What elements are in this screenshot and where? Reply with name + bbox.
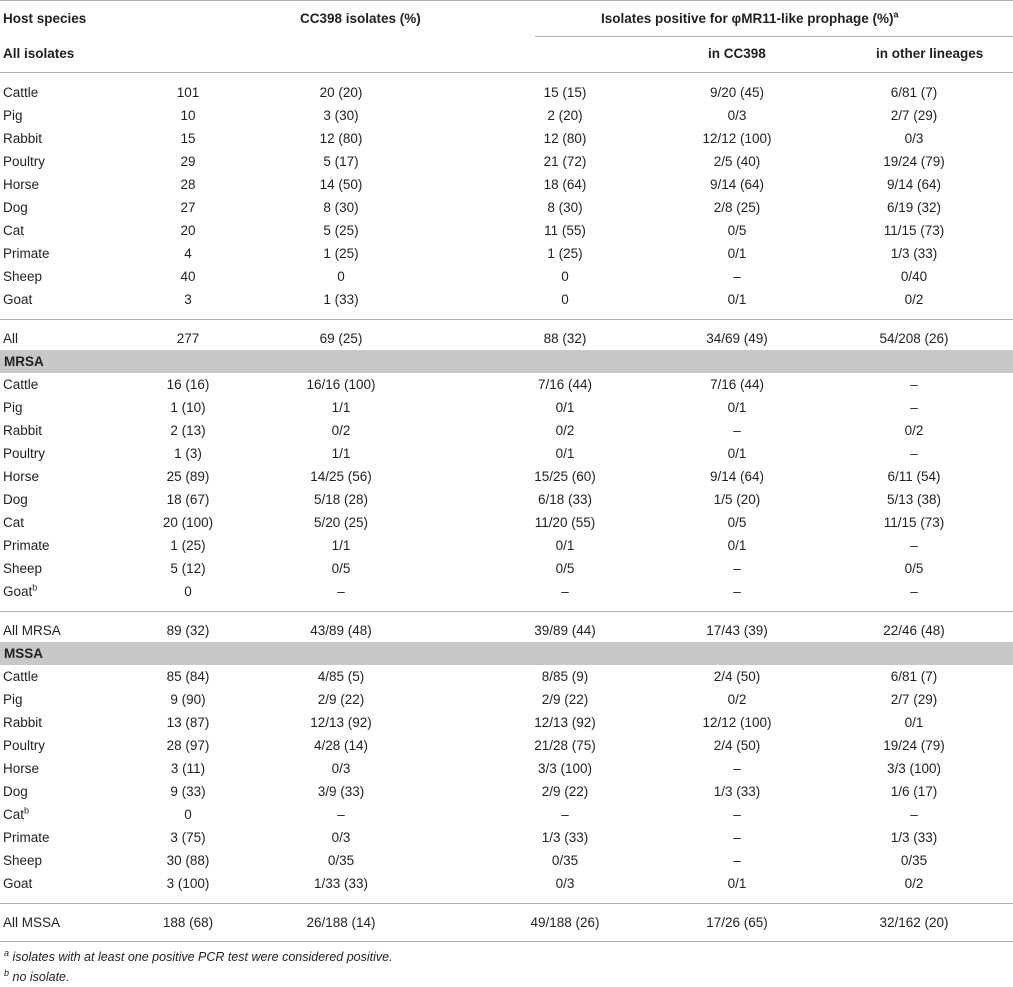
cell-in-cc398: 12/12 (100) [702, 715, 772, 730]
table-row [0, 534, 1013, 557]
cell-n: 16 (16) [166, 377, 210, 392]
cell-n: 0 [184, 807, 192, 822]
cell-in-cc398: – [733, 853, 741, 868]
cell-pos: 1 (25) [547, 246, 583, 261]
cell-pos: 12 (80) [543, 131, 587, 146]
total-rule [0, 611, 1013, 612]
cell-other: 0/3 [904, 131, 924, 146]
cell-cc398: 4/85 (5) [317, 669, 365, 684]
table-row [0, 688, 1013, 711]
cell-pos: 21/28 (75) [534, 738, 596, 753]
total-cell-n: 89 (32) [166, 623, 210, 638]
cell-cc398: 1 (33) [323, 292, 359, 307]
total-cell-pos: 88 (32) [543, 331, 587, 346]
total-cell-cc398: 43/89 (48) [310, 623, 372, 638]
table-row [0, 711, 1013, 734]
total-cell-in-cc398: 17/43 (39) [706, 623, 768, 638]
cell-pos: 0/3 [555, 876, 575, 891]
footnote-a-text: isolates with at least one positive PCR test were considered positive. [12, 950, 393, 964]
cell-other: 11/15 (73) [883, 223, 945, 238]
cell-in-cc398: 9/20 (45) [709, 85, 765, 100]
cell-n: 15 [180, 131, 196, 146]
cell-cc398: 0/5 [331, 561, 351, 576]
cell-species [3, 219, 24, 242]
cell-in-cc398: 0/1 [727, 292, 747, 307]
bottom-rule [0, 941, 1013, 942]
species-name: Horse [3, 761, 40, 776]
header-cc398-isolates: CC398 isolates (%) [300, 11, 421, 26]
section-label: MRSA [4, 354, 44, 369]
cell-in-cc398: 0/2 [727, 692, 747, 707]
cell-pos: 18 (64) [543, 177, 587, 192]
cell-cc398: 1/33 (33) [313, 876, 369, 891]
cell-species [3, 196, 28, 219]
cell-in-cc398: 9/14 (64) [709, 469, 765, 484]
table-row [0, 288, 1013, 311]
cell-pos: 12/13 (92) [534, 715, 596, 730]
table-row [0, 173, 1013, 196]
cell-cc398: 5/20 (25) [313, 515, 369, 530]
cell-pos: – [561, 807, 569, 822]
cell-n: 1 (3) [174, 446, 202, 461]
cell-other: 6/81 (7) [890, 669, 938, 684]
header-positive-prophage [601, 11, 899, 26]
cell-n: 30 (88) [166, 853, 210, 868]
species-footnote-mark: b [24, 805, 30, 816]
table-row [0, 580, 1013, 603]
section-header-mssa [0, 642, 1013, 665]
cell-other: 0/2 [904, 292, 924, 307]
table-row [0, 557, 1013, 580]
cell-pos: 0/5 [555, 561, 575, 576]
table-row [0, 665, 1013, 688]
cell-species [3, 872, 32, 895]
cell-other: 2/7 (29) [890, 692, 938, 707]
cell-other: 0/35 [900, 853, 928, 868]
total-cell-cc398: 69 (25) [319, 331, 363, 346]
cell-in-cc398: – [733, 761, 741, 776]
cell-other: – [910, 446, 918, 461]
table-row [0, 419, 1013, 442]
total-cell-other: 22/46 (48) [883, 623, 945, 638]
cell-species [3, 465, 39, 488]
cell-cc398: 1/1 [331, 538, 351, 553]
cell-in-cc398: – [733, 807, 741, 822]
total-row [0, 327, 1013, 350]
header-positive-text: Isolates positive for φMR11-like prophage (%) [601, 11, 894, 26]
total-cell-pos: 49/188 (26) [530, 915, 600, 930]
cell-cc398: 3 (30) [323, 108, 359, 123]
cell-in-cc398: – [733, 269, 741, 284]
header-in-other-lineages: in other lineages [876, 46, 984, 61]
header-group-rule [535, 36, 1013, 37]
cell-other: 6/19 (32) [886, 200, 942, 215]
top-rule [0, 0, 1013, 1]
cell-species [3, 419, 42, 442]
cell-species [3, 688, 23, 711]
cell-in-cc398: 0/1 [727, 246, 747, 261]
cell-species [3, 803, 29, 826]
species-name: Dog [3, 784, 28, 799]
cell-n: 5 (12) [170, 561, 206, 576]
cell-pos: – [561, 584, 569, 599]
cell-other: 0/2 [904, 876, 924, 891]
species-name: Cattle [3, 85, 39, 100]
table-row [0, 465, 1013, 488]
species-name: Pig [3, 692, 23, 707]
cell-cc398: 1/1 [331, 446, 351, 461]
table-row [0, 104, 1013, 127]
cell-other: – [910, 538, 918, 553]
total-cell-species: All MSSA [3, 915, 61, 930]
cell-pos: 8/85 (9) [541, 669, 589, 684]
cell-n: 10 [180, 108, 196, 123]
cell-pos: 15/25 (60) [534, 469, 596, 484]
cell-n: 40 [180, 269, 196, 284]
species-name: Poultry [3, 154, 46, 169]
species-name: Poultry [3, 446, 46, 461]
total-rule [0, 903, 1013, 904]
cell-in-cc398: 0/5 [727, 223, 747, 238]
cell-species [3, 488, 28, 511]
cell-cc398: 5 (25) [323, 223, 359, 238]
cell-other: 1/3 (33) [890, 246, 938, 261]
total-row [0, 911, 1013, 934]
cell-species [3, 150, 45, 173]
cell-other: 3/3 (100) [886, 761, 942, 776]
cell-species [3, 511, 24, 534]
total-cell-n: 277 [176, 331, 200, 346]
cell-in-cc398: 0/1 [727, 400, 747, 415]
species-name: Cat [3, 223, 25, 238]
cell-n: 25 (89) [166, 469, 210, 484]
cell-in-cc398: – [733, 561, 741, 576]
species-name: Primate [3, 538, 50, 553]
cell-n: 85 (84) [166, 669, 210, 684]
cell-in-cc398: 0/3 [727, 108, 747, 123]
footnote-b [4, 967, 70, 984]
cell-species [3, 442, 45, 465]
cell-cc398: 8 (30) [323, 200, 359, 215]
species-name: Goat [3, 292, 33, 307]
cell-other: 11/15 (73) [883, 515, 945, 530]
species-name: Poultry [3, 738, 46, 753]
total-cell-species: All [3, 331, 19, 346]
cell-pos: 15 (15) [543, 85, 587, 100]
cell-species [3, 242, 50, 265]
cell-pos: 0/35 [551, 853, 579, 868]
table-row [0, 872, 1013, 895]
cell-other: 19/24 (79) [883, 738, 945, 753]
cell-in-cc398: – [733, 830, 741, 845]
species-name: Horse [3, 469, 40, 484]
cell-other: 0/5 [904, 561, 924, 576]
species-footnote-mark: b [32, 582, 38, 593]
cell-other: 6/81 (7) [890, 85, 938, 100]
total-cell-cc398: 26/188 (14) [306, 915, 376, 930]
cell-in-cc398: 2/4 (50) [713, 669, 761, 684]
cell-species [3, 81, 38, 104]
table-row [0, 757, 1013, 780]
total-cell-other: 32/162 (20) [879, 915, 949, 930]
species-name: Goat [3, 876, 33, 891]
cell-species [3, 826, 50, 849]
species-name: Sheep [3, 269, 43, 284]
cell-pos: 0/1 [555, 538, 575, 553]
cell-pos: 2/9 (22) [541, 784, 589, 799]
species-name: Primate [3, 830, 50, 845]
cell-n: 20 (100) [162, 515, 214, 530]
species-name: Sheep [3, 561, 43, 576]
cell-cc398: 0/35 [327, 853, 355, 868]
cell-pos: 7/16 (44) [537, 377, 593, 392]
cell-other: 0/40 [900, 269, 928, 284]
table-row [0, 442, 1013, 465]
cell-species [3, 665, 38, 688]
cell-pos: 11 (55) [544, 223, 586, 238]
cell-species [3, 288, 32, 311]
header-all-isolates: All isolates [3, 46, 75, 61]
cell-species [3, 373, 38, 396]
header-bottom-rule [0, 72, 1013, 73]
cell-in-cc398: 12/12 (100) [702, 131, 772, 146]
cell-n: 9 (90) [170, 692, 206, 707]
cell-pos: 11/20 (55) [534, 515, 596, 530]
cell-in-cc398: 9/14 (64) [709, 177, 765, 192]
cell-species [3, 173, 39, 196]
cell-pos: 3/3 (100) [537, 761, 593, 776]
cell-n: 3 (75) [170, 830, 206, 845]
cell-n: 27 [180, 200, 196, 215]
cell-cc398: 0/2 [331, 423, 351, 438]
cell-cc398: 20 (20) [319, 85, 363, 100]
species-name: Pig [3, 400, 23, 415]
table-row [0, 242, 1013, 265]
cell-in-cc398: – [733, 423, 741, 438]
cell-cc398: 1/1 [331, 400, 351, 415]
table-row [0, 219, 1013, 242]
cell-other: 1/6 (17) [890, 784, 938, 799]
cell-n: 2 (13) [170, 423, 206, 438]
cell-n: 28 [180, 177, 196, 192]
cell-in-cc398: 1/5 (20) [713, 492, 761, 507]
total-cell-pos: 39/89 (44) [534, 623, 596, 638]
cell-species [3, 734, 45, 757]
cell-species [3, 557, 42, 580]
cell-n: 20 [180, 223, 196, 238]
table-row [0, 734, 1013, 757]
cell-other: 5/13 (38) [886, 492, 942, 507]
footnote-a [4, 947, 393, 964]
cell-n: 101 [176, 85, 200, 100]
total-cell-species: All MRSA [3, 623, 61, 638]
species-name: Sheep [3, 853, 43, 868]
table-row [0, 826, 1013, 849]
table-row [0, 780, 1013, 803]
table-row [0, 265, 1013, 288]
cell-cc398: 0/3 [331, 830, 351, 845]
species-name: Primate [3, 246, 50, 261]
cell-n: 3 (100) [166, 876, 210, 891]
cell-other: 2/7 (29) [890, 108, 938, 123]
cell-pos: 6/18 (33) [537, 492, 593, 507]
species-name: Dog [3, 492, 28, 507]
section-header-mrsa [0, 350, 1013, 373]
cell-in-cc398: 0/1 [727, 446, 747, 461]
cell-in-cc398: 2/8 (25) [713, 200, 761, 215]
table-row [0, 373, 1013, 396]
cell-n: 1 (10) [170, 400, 206, 415]
footnote-b-text: no isolate. [12, 970, 70, 984]
table-row [0, 488, 1013, 511]
cell-cc398: 5 (17) [323, 154, 359, 169]
table-row [0, 127, 1013, 150]
cell-cc398: 12 (80) [319, 131, 363, 146]
total-cell-in-cc398: 34/69 (49) [706, 331, 768, 346]
cell-n: 1 (25) [170, 538, 206, 553]
cell-pos: 8 (30) [547, 200, 583, 215]
cell-other: – [910, 400, 918, 415]
cell-other: 0/2 [904, 423, 924, 438]
cell-other: – [910, 807, 918, 822]
species-name: Goat [3, 584, 33, 599]
cell-cc398: 14 (50) [319, 177, 363, 192]
cell-other: 0/1 [904, 715, 924, 730]
cell-n: 0 [184, 584, 192, 599]
cell-pos: 21 (72) [543, 154, 587, 169]
species-name: Rabbit [3, 715, 43, 730]
cell-other: – [910, 377, 918, 392]
table-row [0, 150, 1013, 173]
cell-other: 19/24 (79) [883, 154, 945, 169]
section-label: MSSA [4, 646, 44, 661]
cell-species [3, 396, 23, 419]
cell-pos: 2 (20) [547, 108, 583, 123]
cell-cc398: 12/13 (92) [310, 715, 372, 730]
cell-cc398: 2/9 (22) [317, 692, 365, 707]
cell-cc398: 1 (25) [323, 246, 359, 261]
cell-cc398: 4/28 (14) [313, 738, 369, 753]
species-name: Rabbit [3, 131, 43, 146]
species-name: Horse [3, 177, 40, 192]
species-name: Rabbit [3, 423, 43, 438]
cell-cc398: 3/9 (33) [317, 784, 365, 799]
cell-species [3, 127, 42, 150]
cell-other: 1/3 (33) [890, 830, 938, 845]
cell-n: 4 [184, 246, 192, 261]
table-row [0, 849, 1013, 872]
cell-n: 3 (11) [170, 761, 206, 776]
cell-other: – [910, 584, 918, 599]
cell-species [3, 580, 37, 603]
cell-n: 29 [180, 154, 196, 169]
cell-pos: 0/1 [555, 400, 575, 415]
table-row [0, 396, 1013, 419]
cell-other: 9/14 (64) [886, 177, 942, 192]
cell-pos: 0/2 [555, 423, 575, 438]
cell-cc398: – [337, 807, 345, 822]
species-name: Cattle [3, 377, 39, 392]
total-row [0, 619, 1013, 642]
table-row [0, 803, 1013, 826]
cell-species [3, 757, 39, 780]
species-name: Cat [3, 515, 25, 530]
header-positive-sup: a [893, 9, 899, 20]
cell-cc398: 0/3 [331, 761, 351, 776]
cell-in-cc398: 0/1 [727, 876, 747, 891]
cell-pos: 0/1 [555, 446, 575, 461]
table-row [0, 196, 1013, 219]
total-cell-other: 54/208 (26) [879, 331, 949, 346]
cell-n: 9 (33) [170, 784, 206, 799]
species-name: Pig [3, 108, 23, 123]
cell-species [3, 711, 42, 734]
total-cell-in-cc398: 17/26 (65) [706, 915, 768, 930]
species-name: Cattle [3, 669, 39, 684]
header-host-species: Host species [3, 11, 87, 26]
cell-in-cc398: 1/3 (33) [713, 784, 761, 799]
cell-species [3, 104, 23, 127]
cell-other: 6/11 (54) [887, 469, 941, 484]
cell-in-cc398: – [733, 584, 741, 599]
cell-in-cc398: 0/1 [727, 538, 747, 553]
species-name: Cat [3, 807, 25, 822]
cell-cc398: 5/18 (28) [313, 492, 369, 507]
cell-pos: 1/3 (33) [541, 830, 589, 845]
cell-species [3, 265, 42, 288]
cell-cc398: 0 [337, 269, 345, 284]
cell-n: 28 (97) [166, 738, 210, 753]
cell-species [3, 534, 50, 557]
footnote-b-mark: b [4, 967, 10, 978]
cell-in-cc398: 2/5 (40) [713, 154, 761, 169]
cell-cc398: – [337, 584, 345, 599]
cell-in-cc398: 2/4 (50) [713, 738, 761, 753]
cell-species [3, 849, 42, 872]
cell-cc398: 14/25 (56) [310, 469, 372, 484]
cell-n: 18 (67) [166, 492, 210, 507]
cell-cc398: 16/16 (100) [306, 377, 376, 392]
cell-pos: 0 [561, 292, 569, 307]
cell-pos: 2/9 (22) [541, 692, 589, 707]
cell-n: 3 [184, 292, 192, 307]
total-rule [0, 319, 1013, 320]
cell-pos: 0 [561, 269, 569, 284]
species-name: Dog [3, 200, 28, 215]
table-row [0, 511, 1013, 534]
cell-in-cc398: 0/5 [727, 515, 747, 530]
cell-species [3, 780, 28, 803]
header-in-cc398: in CC398 [708, 46, 766, 61]
cell-in-cc398: 7/16 (44) [709, 377, 765, 392]
total-cell-n: 188 (68) [162, 915, 214, 930]
table-row [0, 81, 1013, 104]
footnote-a-mark: a [4, 947, 10, 958]
cell-n: 13 (87) [166, 715, 210, 730]
